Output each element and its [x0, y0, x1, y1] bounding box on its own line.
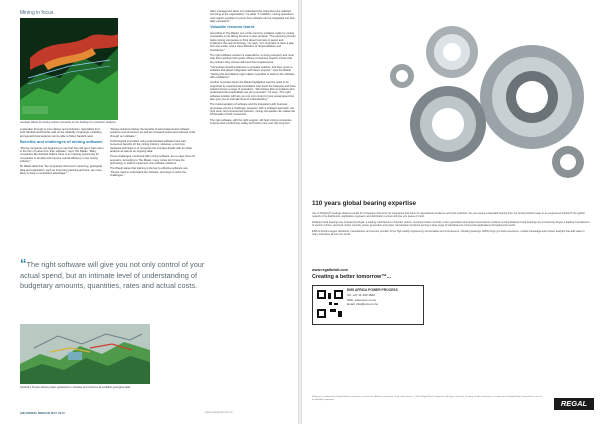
right-page-advert — [302, 0, 600, 424]
col3-paragraph: "Companies should implement a complete solution, and then move to software that allows integration with future projects," says the Rlauki. "Getting the foundations right makes it possible to build on the software with confidence." — [210, 65, 295, 79]
col1-paragraph: "Mining companies are beginning to see that they will get a high return in the form of value from their software," says The Rlauki. "Many companies like Sandvik believe there is an ongoing opportunity for companies to simplify and improve overall efficiency in the mining industry." — [20, 146, 104, 163]
col3-paragraph: The right software, with the right support, will help mining companies improve their productivity, safety and bottom line over the long term. — [210, 118, 292, 126]
regal-logo — [554, 398, 594, 410]
pull-quote-text: The right software will give you not only control of your actual spend, but an intimate level of understanding of budgetary amounts, quantities, rates and actual costs. — [20, 260, 205, 290]
col3-paragraph: The implementation of software and the integration with business processes can be a challenge. However, with a strategic approach, the right tools, and experienced partners, mining companies can realise the full benefits of their investment. — [210, 103, 296, 117]
column-1 — [20, 128, 106, 177]
advert-paragraph: Rollway brand bearings are provided by Regal, a leading manufacturer of electric motors, electrical motion controls, power generation and power transmission products serving Rollway brand bearings are provided by Regal, a leading manufacturer of electric motors, electrical motion controls, power generation and power transmission products serving a wide range of industrial and commercial applications throughout the world. — [312, 220, 590, 228]
fine-print: Rollway is a trademark of Regal Beloit Corporation or one of its affiliated companies. Used under license. ©2013 Regal Beloit Corporation. All rights reserved. Creating a better tomorrow is a trademark of Regal Beloit Corporation or one of its affiliated companies. — [312, 396, 542, 401]
issue-footer: [28] MINING MIRROR MAY 2013 — [20, 411, 65, 415]
advert-tagline: Creating a better tomorrow™... — [312, 274, 392, 280]
advert-headline: 110 years global bearing expertise — [312, 200, 417, 207]
pull-quote — [20, 256, 208, 292]
advert-url[interactable]: www.regalbeloit.com — [312, 268, 348, 272]
contact-box — [312, 285, 424, 325]
hero-3d-geology-image — [20, 18, 118, 120]
advert-paragraph: Use of Rollway® bearings delivers results for companies that strive for companies that strive for operational excellence and cost reduction. Do you require a standard bearing from our broad product range or an engineered solution? Our global network of its distributors, application engineers and distribution centres will give you peace of mind. — [312, 212, 585, 219]
col1-paragraph: exploration through to mine design and production. Specialists from both Sandvik and Reichle sold on the reliability of geologic modelling and geotechnical analysis can be able to follow Sandvik team. — [20, 128, 102, 138]
col1-paragraph: Mr Rlauki adds that "the companies that excel in planning, geological data and exploration, such as improving planning and time, are more likely to have a competitive advantage." — [20, 165, 102, 175]
advert-body — [312, 212, 590, 239]
footer-url: www.miningmirror.co.za — [205, 411, 233, 414]
hero-caption: Geologic allows for testing various scenarios on the desktop for production analysis. — [20, 121, 117, 124]
column-2 — [110, 128, 196, 179]
advert-paragraph: EMS is Africa's largest distributor, manufacturer and service provider of the high quality engineering consumables and components, including bearings. EMS brings you field experience, market knowledge and product analysis that add value in many industries all over the world. — [312, 229, 585, 237]
col2-paragraph: These challenges, combined with mining software, are a major focus for operators. According to The Rlauki, many mines don't have the technology or staff to implement new software solutions. — [110, 155, 196, 166]
quote-mark-icon: “ — [20, 256, 27, 271]
surpac-geology-image — [20, 324, 150, 384]
bearings-image — [382, 12, 594, 187]
surpac-caption: Sandvik's Surpac allows project geologists to visualise and interpret all available geological data. — [20, 386, 131, 389]
col3-heading: Valuable lessons learnt — [210, 24, 255, 30]
contact-email[interactable]: Email: info@ems.co.za — [347, 302, 378, 307]
col3-paragraph: The right software solution is essential for a mining company and must help them achieve their goals. Mining companies need to ensure that any solution they choose will meet their requirements. — [210, 53, 294, 64]
contact-tel: Tel: +27 11 430 1840 — [347, 292, 375, 297]
col1-heading: Benefits and challenges of mining software — [20, 139, 103, 145]
section-tag: Mining in focus — [20, 10, 54, 16]
col2-paragraph: "Design solutions deliver the benefits of well-implemented software solutions and structured, as well as increased output and reduced costs through our software." — [110, 128, 196, 138]
contact-title: EMS AFRICA POWER PROCESS — [347, 288, 398, 292]
contact-details — [347, 288, 421, 307]
col3-paragraph: According to The Rlauki, one of the common mistakes made by mining companies is not taking the time to plan properly. "The planning process helps mining companies to think about how best to select and implement the new technology," he says. "It is important to have a plan from the outset, and a clear definition of responsibilities and timeframes." — [210, 31, 296, 52]
qr-code-icon — [316, 289, 344, 319]
col2-paragraph: Technological innovation using sophisticated software have had numerous benefits for the mining industry. However, a common hardware technique is to recognise the complex details with an initial analysis as well as an ongoing data. — [110, 140, 192, 154]
contact-web[interactable]: Web: www.ems.co.za — [347, 297, 376, 302]
regal-wordmark: REGAL — [560, 399, 588, 408]
column-3 — [210, 10, 296, 127]
col2-paragraph: The Rlauki states that training is the key to effective software use; "People need to understand the software, and ways to solve the challenges." — [110, 167, 189, 178]
left-page — [0, 0, 298, 424]
col3-paragraph: often management does not understand the value that new software can bring to the organisation," he adds. "In addition, mining operations now require suppliers to prove how software can be integrated into their daily operations." — [210, 10, 296, 24]
col3-paragraph: Another important factor the Rlauki highlighted was the need to be supported by experienced consultants who know the business and have worked across a range of operations. "We believe that consultants who understand the practicalities are very important," he says. "The right software solution will help you not only control of your actual spend but also give you an intimate level of understanding." — [210, 81, 296, 102]
